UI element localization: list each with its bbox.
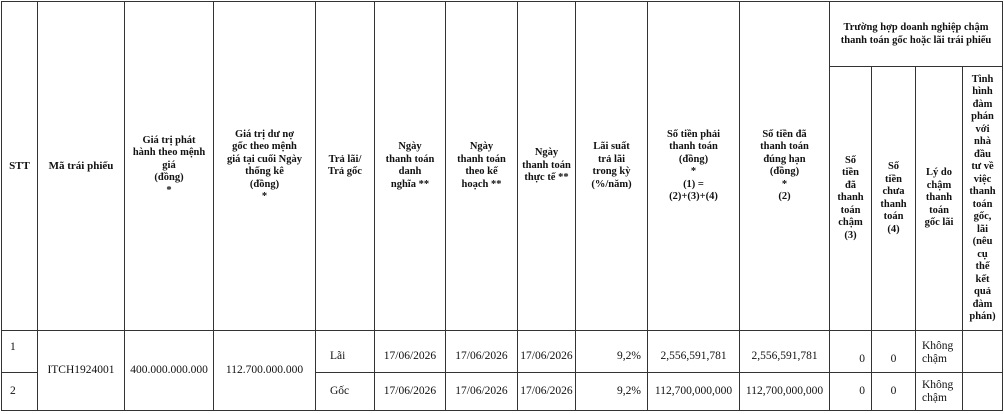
text-line: toán gốc, <box>972 198 993 222</box>
text-line: * <box>690 166 697 177</box>
text-line: Ngày <box>469 141 494 152</box>
text-line: danh <box>398 166 422 177</box>
text-line: Ngày <box>398 141 422 152</box>
text-line: (3) <box>844 229 857 241</box>
bond-code-cell: ITCH1924001 <box>38 331 125 411</box>
text-line: thanh toán <box>669 141 718 152</box>
text-line: thanh toán gốc hoặc lãi trái phiếu <box>840 35 992 46</box>
text-line: (đồng) <box>154 172 184 184</box>
text-line: Ngày <box>534 147 559 159</box>
interest-rate-cell: 9,2% <box>576 373 648 411</box>
interest-rate-cell: 9,2% <box>576 331 648 373</box>
text-line: nghĩa ** <box>390 178 430 190</box>
text-line: Không <box>922 378 954 391</box>
text-line: Trường hợp doanh nghiệp chậm <box>843 22 989 33</box>
text-line: chưa <box>882 186 905 197</box>
text-line: thanh toán <box>457 153 506 165</box>
text-line: gốc lãi <box>924 217 954 229</box>
header-issue-value <box>125 2 214 331</box>
text-line: đàm <box>972 298 993 310</box>
text-line: với <box>975 123 990 135</box>
text-line: (đồng) <box>249 178 280 190</box>
text-line: Trả gốc <box>328 166 362 177</box>
text-line: đã <box>844 179 857 191</box>
text-line: tiền <box>885 173 902 185</box>
header-nominal-date <box>375 2 446 331</box>
nominal-date-cell: 17/06/2026 <box>375 331 446 373</box>
amount-paid-cell: 2,556,591,781 <box>740 331 830 373</box>
header-payment-type <box>316 2 375 331</box>
text-line: toán <box>883 211 904 222</box>
bond-payment-table <box>1 1 1003 411</box>
planned-date-cell: 17/06/2026 <box>446 373 518 411</box>
text-line: chậm <box>922 391 947 404</box>
header-negotiation-status <box>963 67 1003 331</box>
text-line: cụ <box>977 248 988 260</box>
text-line: * <box>261 191 268 202</box>
text-line: (4) <box>887 223 900 235</box>
text-line: thể <box>975 261 990 272</box>
actual-date-cell: 17/06/2026 <box>518 331 576 373</box>
text-line: thanh <box>880 198 907 210</box>
text-line: chậm <box>922 353 947 365</box>
text-line: quả <box>974 286 991 297</box>
actual-date-cell: 17/06/2026 <box>518 373 576 411</box>
late-reason-cell <box>916 331 963 373</box>
header-late-payment-group <box>830 2 1003 67</box>
text-line: trả lãi <box>597 153 626 165</box>
amount-due-cell: 2,556,591,781 <box>648 331 740 373</box>
text-line: thanh <box>925 192 953 204</box>
text-line: kết <box>975 273 990 285</box>
text-line: theo kế <box>465 166 498 177</box>
text-line: hình <box>972 86 993 97</box>
late-reason-cell <box>916 373 963 411</box>
payment-type-cell: Gốc <box>316 373 375 411</box>
header-interest-rate <box>576 2 648 331</box>
text-line: nhà <box>974 136 991 147</box>
text-line: đúng hạn <box>763 153 806 165</box>
text-line: đàm <box>972 98 993 110</box>
text-line: * <box>781 178 788 190</box>
text-line: hành theo mệnh <box>132 147 206 159</box>
text-line: Không <box>922 340 954 352</box>
text-line: Lý do <box>926 167 952 179</box>
text-line: thống kê <box>245 166 284 177</box>
header-bond-code: Mã trái phiếu <box>38 2 125 331</box>
header-amount-paid-on-time <box>740 2 830 331</box>
text-line: Số tiền phải <box>666 128 721 140</box>
text-line: Số tiền đã <box>762 128 807 140</box>
header-actual-date <box>518 2 576 331</box>
table-row <box>2 331 1003 373</box>
text-line: lãi <box>976 223 989 235</box>
text-line: (2) <box>778 191 791 202</box>
outstanding-value-cell: 112.700.000.000 <box>214 331 316 411</box>
text-line: toán <box>929 204 949 216</box>
text-line: chậm <box>926 179 952 191</box>
text-line: (nêu <box>972 236 993 247</box>
text-line: Số <box>844 154 857 166</box>
header-amount-due <box>648 2 740 331</box>
header-stt: STT <box>2 2 38 331</box>
text-line: giá <box>162 159 176 171</box>
text-line: (%/năm) <box>591 178 632 190</box>
negotiation-cell <box>963 373 1003 411</box>
unpaid-cell: 0 <box>872 373 916 411</box>
header-late-reason <box>916 67 963 331</box>
negotiation-cell <box>963 331 1003 373</box>
late-paid-cell: 0 <box>830 331 872 373</box>
amount-paid-cell: 112,700,000,000 <box>740 373 830 411</box>
text-line: Giá trị dư nợ <box>234 128 295 140</box>
text-line: (2)+(3)+(4) <box>669 191 718 202</box>
row-stt: 1 <box>2 331 38 373</box>
issue-value-cell: 400.000.000.000 <box>125 331 214 411</box>
header-planned-date <box>446 2 518 331</box>
text-line: chậm <box>838 217 863 229</box>
late-paid-cell: 0 <box>830 373 872 411</box>
text-line: (đồng) <box>769 166 800 177</box>
text-line: thanh <box>837 192 864 204</box>
text-line: (1) = <box>683 178 704 190</box>
text-line: toán <box>840 204 861 216</box>
text-line: gốc theo mệnh <box>232 141 297 152</box>
text-line: việc <box>973 173 992 185</box>
header-unpaid <box>872 67 916 331</box>
header-late-paid <box>830 67 872 331</box>
text-line: thanh toán <box>385 153 435 165</box>
text-line: thanh toán <box>760 141 809 152</box>
amount-due-cell: 112,700,000,000 <box>648 373 740 411</box>
text-line: * <box>166 184 172 196</box>
text-line: Lãi suất <box>593 141 630 152</box>
text-line: tiền <box>842 167 859 179</box>
text-line: Số <box>887 161 900 172</box>
text-line: giá tại cuối Ngày <box>227 153 302 165</box>
text-line: Tình <box>971 73 994 85</box>
text-line: Giá trị phát <box>142 134 196 146</box>
text-line: đầu <box>974 148 991 160</box>
text-line: phán <box>971 111 994 122</box>
payment-type-cell: Lãi <box>316 331 375 373</box>
nominal-date-cell: 17/06/2026 <box>375 373 446 411</box>
text-line: thanh toán <box>522 159 571 171</box>
row-stt: 2 <box>2 373 38 411</box>
planned-date-cell: 17/06/2026 <box>446 331 518 373</box>
text-line: tư về <box>971 161 994 172</box>
text-line: Trả lãi/ <box>328 153 362 165</box>
unpaid-cell: 0 <box>872 331 916 373</box>
text-line: thực tế ** <box>524 172 569 184</box>
text-line: thanh <box>969 186 996 197</box>
text-line: hoạch ** <box>461 178 502 190</box>
text-line: phán) <box>969 311 996 322</box>
text-line: trong kỳ <box>592 166 631 177</box>
header-outstanding-value <box>214 2 316 331</box>
text-line: (đồng) <box>678 153 709 165</box>
